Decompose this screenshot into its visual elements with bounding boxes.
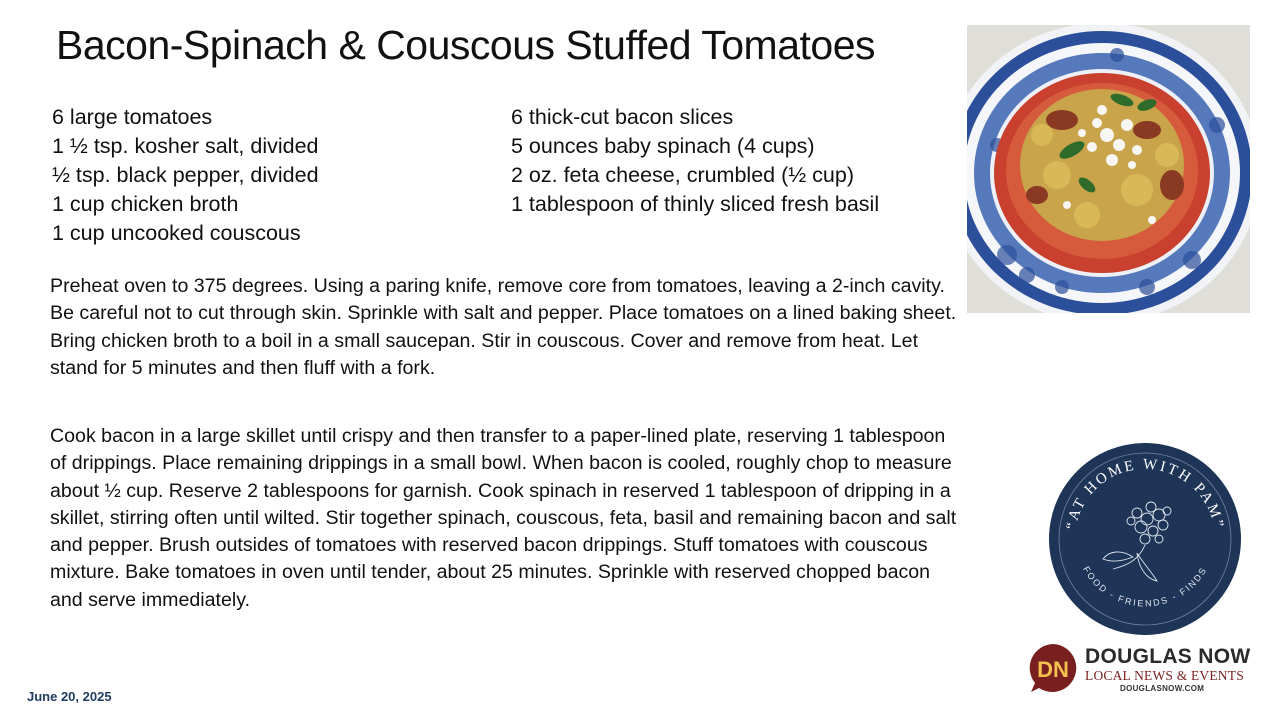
douglas-now-logo[interactable] — [1027, 640, 1252, 696]
ingredients-right — [511, 103, 879, 219]
logo-tagline: LOCAL NEWS & EVENTS — [1085, 668, 1244, 683]
recipe-title: Bacon-Spinach & Couscous Stuffed Tomatoes — [56, 22, 875, 68]
logo-name: DOUGLAS NOW — [1085, 645, 1251, 668]
dn-mark-icon — [1027, 642, 1079, 694]
ingredient-item: 6 large tomatoes — [52, 105, 213, 129]
ingredient-item: 6 thick-cut bacon slices — [511, 105, 734, 129]
recipe-photo — [967, 25, 1250, 313]
ingredient-item: 1 ½ tsp. kosher salt, divided — [52, 134, 319, 158]
ingredient-item: 1 cup uncooked couscous — [52, 221, 301, 245]
ingredient-item: 2 oz. feta cheese, crumbled (½ cup) — [511, 163, 854, 187]
instructions-paragraph-1: Preheat oven to 375 degrees. Using a paring knife, remove core from tomatoes, leaving a 2-inch cavity. Be careful not to cut through skin. Sprinkle with salt and pepper. Place tomatoes on a lined baking sheet. Bring chicken broth to a boil in a small saucepan. Stir in couscous. Cover and remove from heat. Let stand for 5 minutes and then fluff with a fork. — [50, 275, 957, 379]
ingredient-item: 5 ounces baby spinach (4 cups) — [511, 134, 815, 158]
at-home-with-pam-badge — [1047, 441, 1243, 637]
ingredient-item: 1 tablespoon of thinly sliced fresh basil — [511, 192, 880, 216]
ingredient-item: ½ tsp. black pepper, divided — [52, 163, 319, 187]
logo-site: DOUGLASNOW.COM — [1120, 684, 1205, 693]
slide-date: June 20, 2025 — [27, 689, 112, 704]
instructions-paragraph-2: Cook bacon in a large skillet until crispy and then transfer to a paper-lined plate, reserving 1 tablespoon of drippings. Place remaining drippings in a small bowl. When bacon is cooled, roughly chop to measure about ½ cup. Reserve 2 tablespoons for garnish. Cook spinach in reserved 1 tablespoon of dripping in a skillet, stirring often until wilted. Stir together spinach, couscous, feta, basil and remaining bacon and salt and pepper. Brush outsides of tomatoes with reserved bacon drippings. Stuff tomatoes with couscous mixture. Bake tomatoes in oven until tender, about 25 minutes. Sprinkle with reserved chopped bacon and serve immediately. — [50, 425, 957, 611]
svg-text:DN: DN — [1037, 657, 1069, 682]
badge-bottom-text: FOOD - FRIENDS - FINDS — [1081, 564, 1209, 609]
ingredients-left — [52, 103, 319, 248]
badge-top-text: “AT HOME WITH PAM” — [1063, 456, 1227, 531]
ingredient-item: 1 cup chicken broth — [52, 192, 239, 216]
